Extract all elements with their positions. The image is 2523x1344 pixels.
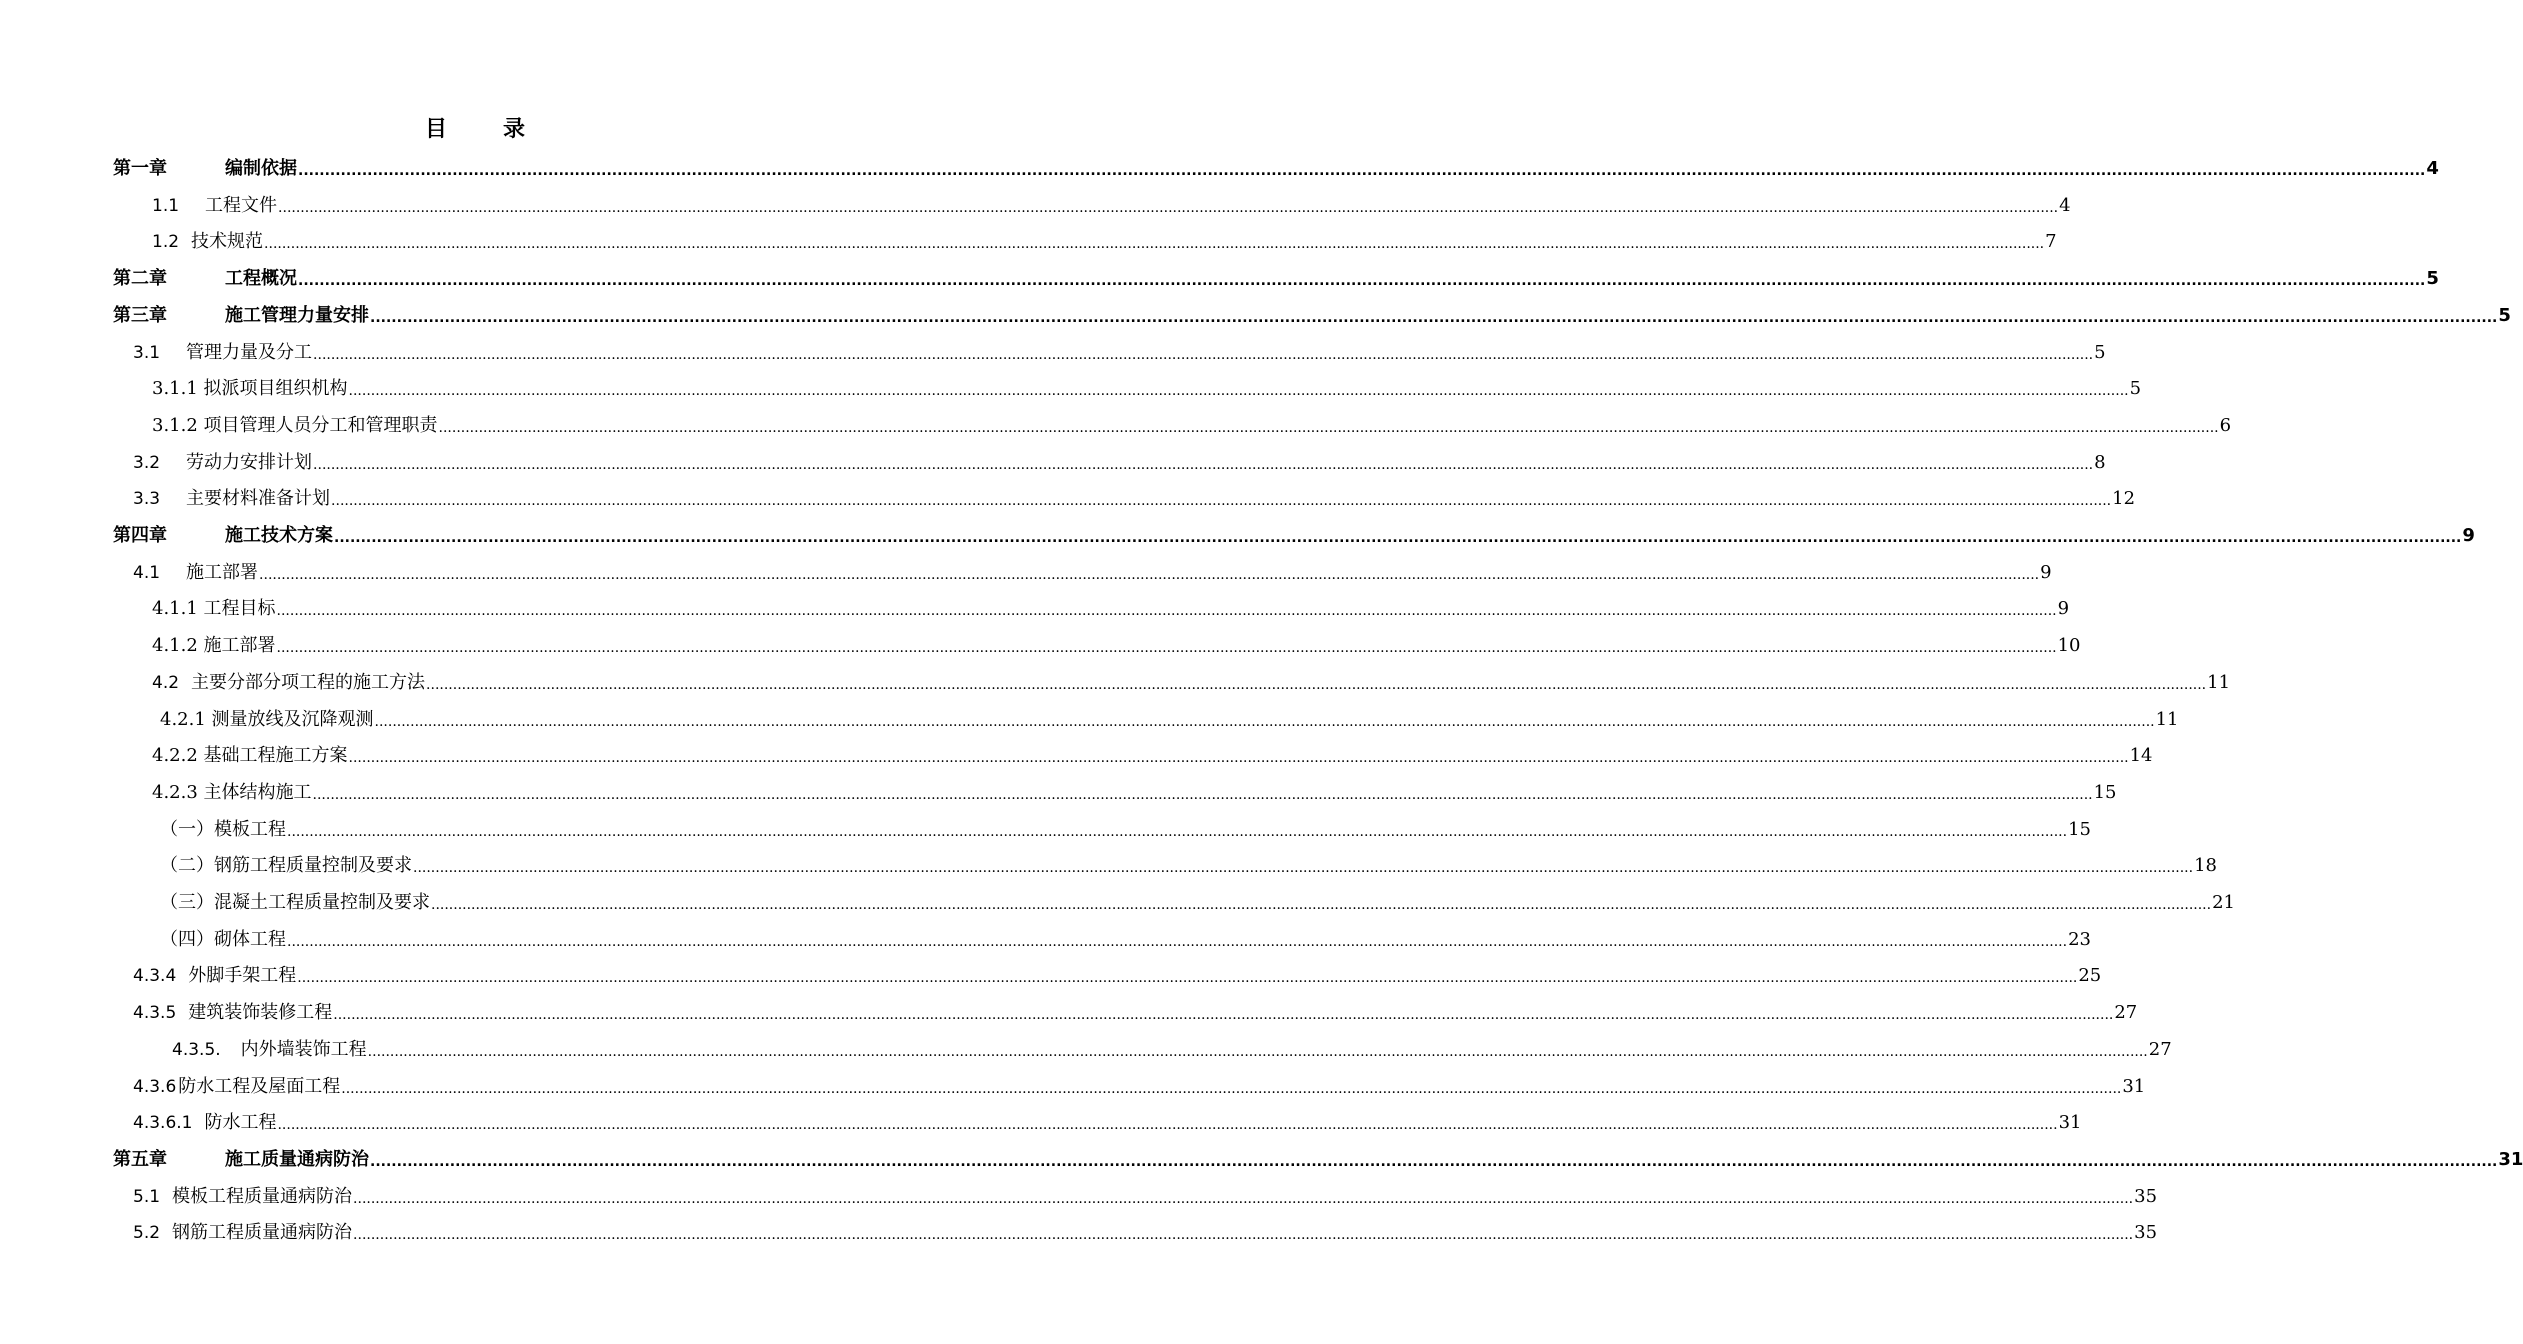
toc-section-entry[interactable] bbox=[133, 1208, 2158, 1244]
toc-section-entry[interactable] bbox=[133, 1098, 2082, 1134]
toc-dot-leader: ................................................................................................................................................................................................................................................................................................................................................................................................................ bbox=[287, 823, 2068, 840]
toc-dot-leader: ................................................................................................................................................................................................................................................................................................................................................................................................................ bbox=[370, 309, 2498, 326]
toc-dot-leader: ................................................................................................................................................................................................................................................................................................................................................................................................................ bbox=[313, 456, 2094, 473]
toc-entry-title: 主要材料准备计划 bbox=[186, 488, 331, 510]
toc-dot-leader: ................................................................................................................................................................................................................................................................................................................................................................................................................ bbox=[264, 236, 2045, 253]
toc-page-number: 11 bbox=[2207, 671, 2231, 693]
toc-dot-leader: ................................................................................................................................................................................................................................................................................................................................................................................................................ bbox=[312, 786, 2093, 803]
toc-section-entry[interactable] bbox=[133, 1062, 2146, 1098]
toc-dot-leader: ................................................................................................................................................................................................................................................................................................................................................................................................................ bbox=[276, 640, 2057, 657]
toc-dot-leader: ................................................................................................................................................................................................................................................................................................................................................................................................................ bbox=[353, 1190, 2134, 1207]
toc-entry-title: 编制依据 bbox=[225, 158, 297, 179]
toc-page-number: 14 bbox=[2129, 745, 2153, 767]
toc-entry-number: 3.2 bbox=[133, 452, 161, 473]
toc-chapter-entry[interactable] bbox=[113, 1135, 2523, 1171]
toc-entry-number: 4.3.4 bbox=[133, 966, 177, 987]
toc-section-entry[interactable] bbox=[152, 181, 2071, 217]
toc-entry-title: 3.1.2 项目管理人员分工和管理职责 bbox=[152, 414, 438, 436]
toc-entry-title: 内外墙装饰工程 bbox=[240, 1038, 367, 1060]
toc-page-number: 31 bbox=[2058, 1112, 2082, 1134]
toc-entry-title: 4.2.3 主体结构施工 bbox=[152, 781, 312, 803]
toc-entry-title: 防水工程 bbox=[204, 1112, 277, 1134]
toc-section-entry[interactable] bbox=[133, 438, 2106, 474]
toc-entry-number: 第一章 bbox=[113, 158, 167, 179]
toc-section-entry[interactable] bbox=[160, 878, 2235, 914]
toc-dot-leader: ................................................................................................................................................................................................................................................................................................................................................................................................................ bbox=[313, 346, 2094, 363]
toc-entry-number: 第二章 bbox=[113, 268, 167, 290]
toc-page-number: 12 bbox=[2112, 488, 2136, 510]
toc-page-number: 9 bbox=[2462, 525, 2475, 546]
toc-section-entry[interactable] bbox=[152, 401, 2232, 437]
toc-section-entry[interactable] bbox=[152, 621, 2081, 657]
toc-entry-title: （二）钢筋工程质量控制及要求 bbox=[160, 855, 412, 877]
toc-dot-leader: ................................................................................................................................................................................................................................................................................................................................................................................................................ bbox=[331, 493, 2112, 510]
toc-entry-title: 工程概况 bbox=[225, 268, 297, 290]
toc-page-number: 9 bbox=[2040, 561, 2052, 583]
toc-dot-leader: ................................................................................................................................................................................................................................................................................................................................................................................................................ bbox=[367, 1043, 2148, 1060]
toc-section-entry[interactable] bbox=[152, 217, 2057, 253]
toc-entry-title: 防水工程及屋面工程 bbox=[178, 1075, 341, 1097]
toc-page-number: 7 bbox=[2045, 231, 2057, 253]
toc-dot-leader: ................................................................................................................................................................................................................................................................................................................................................................................................................ bbox=[278, 199, 2059, 216]
toc-page-number: 35 bbox=[2134, 1222, 2158, 1244]
toc-section-entry[interactable] bbox=[133, 474, 2136, 510]
toc-dot-leader: ................................................................................................................................................................................................................................................................................................................................................................................................................ bbox=[438, 419, 2219, 436]
toc-entry-number: 1.2 bbox=[152, 232, 180, 253]
toc-entry-number: 3.3 bbox=[133, 489, 161, 510]
toc-entry-number: 3.1 bbox=[133, 342, 161, 363]
toc-entry-title: 主要分部分项工程的施工方法 bbox=[191, 671, 426, 693]
toc-section-entry[interactable] bbox=[160, 915, 2091, 951]
toc-section-entry[interactable] bbox=[152, 364, 2142, 400]
toc-page-number: 31 bbox=[2122, 1075, 2146, 1097]
toc-entry-number: 第三章 bbox=[113, 304, 167, 326]
toc-section-entry[interactable] bbox=[133, 1172, 2158, 1208]
toc-dot-leader: ................................................................................................................................................................................................................................................................................................................................................................................................................ bbox=[298, 163, 2426, 179]
toc-page-number: 8 bbox=[2094, 451, 2106, 473]
toc-dot-leader: ................................................................................................................................................................................................................................................................................................................................................................................................................ bbox=[298, 273, 2426, 290]
toc-page-number: 6 bbox=[2219, 414, 2232, 436]
toc-entry-title: 3.1.1 拟派项目组织机构 bbox=[152, 378, 348, 400]
toc-entry-number: 第五章 bbox=[113, 1148, 167, 1170]
toc-title bbox=[0, 112, 950, 143]
toc-page-number: 18 bbox=[2194, 855, 2217, 877]
toc-page-number: 27 bbox=[2114, 1002, 2138, 1024]
toc-entry-title: 模板工程质量通病防治 bbox=[172, 1185, 353, 1207]
toc-entry-title: 钢筋工程质量通病防治 bbox=[172, 1222, 353, 1244]
toc-page-number: 9 bbox=[2057, 598, 2070, 620]
toc-section-entry[interactable] bbox=[152, 584, 2070, 620]
toc-entry-number: 4.3.5. bbox=[172, 1039, 221, 1060]
toc-page-number: 21 bbox=[2212, 892, 2235, 913]
toc-entry-number: 4.2 bbox=[152, 672, 180, 693]
toc-dot-leader: ................................................................................................................................................................................................................................................................................................................................................................................................................ bbox=[334, 530, 2462, 546]
toc-entry-title: （四）砌体工程 bbox=[160, 928, 286, 950]
toc-dot-leader: ................................................................................................................................................................................................................................................................................................................................................................................................................ bbox=[413, 860, 2194, 877]
toc-page-number: 27 bbox=[2148, 1038, 2172, 1060]
toc-chapter-entry[interactable] bbox=[113, 291, 2511, 327]
toc-dot-leader: ................................................................................................................................................................................................................................................................................................................................................................................................................ bbox=[348, 750, 2129, 767]
toc-entry-number: 4.3.6 bbox=[133, 1076, 177, 1097]
toc-section-entry[interactable] bbox=[160, 695, 2179, 731]
toc-entry-title: 管理力量及分工 bbox=[186, 341, 313, 363]
toc-entry-title: 4.2.1 测量放线及沉降观测 bbox=[160, 708, 374, 730]
toc-dot-leader: ................................................................................................................................................................................................................................................................................................................................................................................................................ bbox=[431, 897, 2212, 913]
toc-entry-title: 施工部署 bbox=[186, 561, 259, 583]
toc-entry-title: 建筑装饰装修工程 bbox=[188, 1002, 333, 1024]
toc-section-entry[interactable] bbox=[160, 841, 2217, 877]
toc-page-number: 11 bbox=[2155, 708, 2179, 730]
toc-entry-number: 4.3.5 bbox=[133, 1003, 177, 1024]
toc-dot-leader: ................................................................................................................................................................................................................................................................................................................................................................................................................ bbox=[374, 713, 2155, 730]
toc-entry-number: 1.1 bbox=[152, 195, 180, 216]
toc-page-number: 35 bbox=[2134, 1185, 2158, 1207]
toc-page-number: 10 bbox=[2057, 635, 2081, 657]
toc-entry-number: 第四章 bbox=[113, 525, 167, 546]
toc-section-entry[interactable] bbox=[133, 548, 2052, 584]
toc-page-number: 5 bbox=[2129, 378, 2142, 400]
toc-entry-title: 4.1.2 施工部署 bbox=[152, 635, 276, 657]
toc-chapter-entry[interactable] bbox=[113, 254, 2439, 290]
toc-section-entry[interactable] bbox=[133, 951, 2102, 987]
toc-dot-leader: ................................................................................................................................................................................................................................................................................................................................................................................................................ bbox=[348, 383, 2129, 400]
toc-entry-title: （三）混凝土工程质量控制及要求 bbox=[160, 892, 430, 913]
toc-page-number: 4 bbox=[2426, 158, 2439, 179]
toc-dot-leader: ................................................................................................................................................................................................................................................................................................................................................................................................................ bbox=[259, 566, 2040, 583]
toc-dot-leader: ................................................................................................................................................................................................................................................................................................................................................................................................................ bbox=[287, 933, 2068, 950]
toc-page-number: 25 bbox=[2078, 965, 2102, 987]
toc-section-entry[interactable] bbox=[152, 658, 2231, 694]
toc-entry-number: 5.2 bbox=[133, 1223, 161, 1244]
toc-entry-title: 施工技术方案 bbox=[225, 525, 333, 546]
toc-section-entry[interactable] bbox=[152, 768, 2117, 804]
toc-page-number: 23 bbox=[2068, 928, 2091, 950]
toc-dot-leader: ................................................................................................................................................................................................................................................................................................................................................................................................................ bbox=[297, 970, 2078, 987]
toc-title-right: 录 bbox=[503, 117, 526, 142]
toc-dot-leader: ................................................................................................................................................................................................................................................................................................................................................................................................................ bbox=[277, 1117, 2058, 1134]
toc-section-entry[interactable] bbox=[172, 1025, 2172, 1061]
toc-page-number: 5 bbox=[2426, 268, 2439, 290]
toc-dot-leader: ................................................................................................................................................................................................................................................................................................................................................................................................................ bbox=[333, 1007, 2114, 1024]
toc-chapter-entry[interactable] bbox=[113, 511, 2475, 547]
toc-chapter-entry[interactable] bbox=[113, 144, 2439, 180]
toc-page-number: 4 bbox=[2059, 194, 2071, 216]
toc-dot-leader: ................................................................................................................................................................................................................................................................................................................................................................................................................ bbox=[353, 1227, 2134, 1244]
toc-page-number: 15 bbox=[2093, 781, 2117, 803]
toc-entry-title: 施工质量通病防治 bbox=[225, 1148, 369, 1170]
toc-entry-title: 4.1.1 工程目标 bbox=[152, 598, 276, 620]
toc-entry-title: 4.2.2 基础工程施工方案 bbox=[152, 745, 348, 767]
toc-section-entry[interactable] bbox=[133, 328, 2106, 364]
toc-section-entry[interactable] bbox=[133, 988, 2138, 1024]
toc-section-entry[interactable] bbox=[152, 731, 2153, 767]
toc-page-number: 31 bbox=[2498, 1148, 2523, 1170]
toc-page-number: 5 bbox=[2094, 341, 2106, 363]
toc-section-entry[interactable] bbox=[160, 805, 2091, 841]
toc-entry-title: 施工管理力量安排 bbox=[225, 304, 369, 326]
toc-dot-leader: ................................................................................................................................................................................................................................................................................................................................................................................................................ bbox=[276, 603, 2057, 620]
toc-entry-title: 劳动力安排计划 bbox=[186, 451, 313, 473]
toc-entry-title: 外脚手架工程 bbox=[188, 965, 297, 987]
toc-dot-leader: ................................................................................................................................................................................................................................................................................................................................................................................................................ bbox=[341, 1080, 2122, 1097]
toc-entry-number: 4.1 bbox=[133, 562, 161, 583]
toc-page-number: 5 bbox=[2498, 304, 2511, 326]
toc-entry-title: 工程文件 bbox=[205, 194, 278, 216]
toc-entry-number: 4.3.6.1 bbox=[133, 1113, 193, 1134]
toc-entry-title: 技术规范 bbox=[191, 231, 264, 253]
toc-title-left: 目 bbox=[424, 117, 447, 142]
toc-dot-leader: ................................................................................................................................................................................................................................................................................................................................................................................................................ bbox=[426, 676, 2207, 693]
toc-dot-leader: ................................................................................................................................................................................................................................................................................................................................................................................................................ bbox=[370, 1153, 2498, 1170]
toc-entry-title: （一）模板工程 bbox=[160, 818, 286, 840]
toc-page-number: 15 bbox=[2068, 818, 2091, 840]
toc-entry-number: 5.1 bbox=[133, 1186, 161, 1207]
